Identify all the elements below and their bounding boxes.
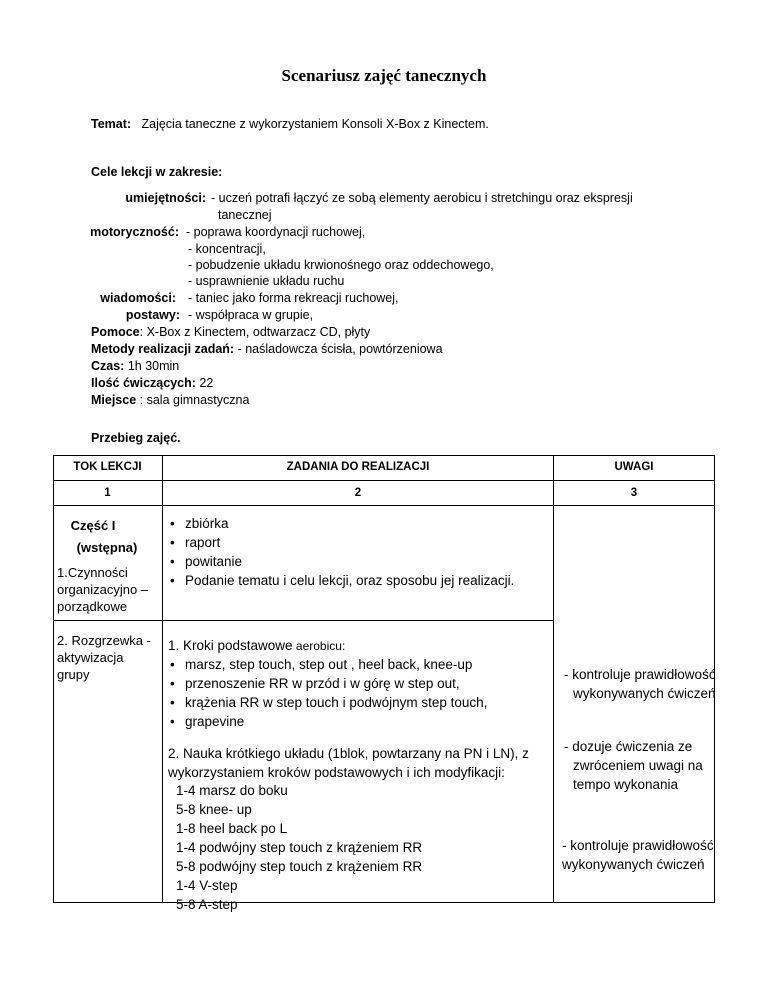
note-2-line-1: - dozuje ćwiczenia ze [564,739,693,754]
methods-label: Metody realizacji zadań: [91,342,235,356]
methods-value: - naśladowcza ścisła, powtórzeniowa [234,342,443,356]
motor-line-2: - koncentracji, [188,242,266,256]
list-item: 5-8 A-step [176,897,238,912]
col-number-1: 1 [104,487,111,499]
document-title: Scenariusz zajęć tanecznych [281,66,487,85]
routine-text [168,744,529,782]
motor-label: motoryczność: [90,225,179,239]
part1-title-line-1: Część I [70,518,116,533]
knowledge-label: wiadomości: [100,291,176,305]
list-item: • raport [167,533,514,552]
place-value: : sala gimnastyczna [136,393,250,407]
place-line [91,392,249,409]
list-item: • krążenia RR w step touch i podwójnym step touch, [167,693,487,712]
list-item: 5-8 knee- up [176,802,252,817]
aids-line [91,324,370,341]
steps-heading-suffix: aerobicu: [292,639,346,653]
motor-line-3: - pobudzenie układu krwionośnego oraz oddechowego, [188,258,494,272]
skills-line-1: - uczeń potrafi łączyć ze sobą elementy aerobicu i stretchingu oraz ekspresji [211,191,633,205]
list-item: 1-4 podwójny step touch z krążeniem RR [176,840,423,855]
part2-sub-line-1: 2. Rozgrzewka - [57,633,151,648]
table-divider-1 [53,480,715,481]
skills-label: umiejętności: [125,191,206,205]
list-item: 1-8 heel back po L [176,821,288,836]
note-2-line-2: zwróceniem uwagi na [573,758,703,773]
attitudes-value: - współpraca w grupie, [188,308,314,322]
list-item: • zbiórka [167,514,514,533]
note-3-line-2: wykonywanych ćwiczeń [562,857,705,872]
counts-list [176,781,422,914]
header-tok-lekcji: TOK LEKCJI [73,461,142,473]
motor-line-4: - usprawnienie układu ruchu [188,274,345,288]
table-col-divider-1 [162,455,163,903]
course-heading: Przebieg zajęć. [91,431,181,445]
part1-task-list [167,514,514,590]
steps-heading: 1. Kroki podstawowe [168,638,293,653]
table-divider-2 [53,505,715,506]
table-border-left [53,455,54,903]
routine-line-2: wykorzystaniem kroków podstawowych i ich modyfikacji: [168,765,505,780]
time-value: 1h 30min [124,359,180,373]
header-zadania: ZADANIA DO REALIZACJI [286,461,430,473]
header-uwagi: UWAGI [614,461,654,473]
col-number-2: 2 [354,487,362,499]
steps-heading-line [168,636,345,656]
table-col-divider-2 [553,455,554,903]
place-label: Miejsce [91,393,137,407]
note-1 [564,665,716,703]
steps-list [167,655,487,731]
col-number-3: 3 [630,487,638,499]
time-label: Czas: [91,359,125,373]
note-2 [564,737,703,794]
list-item: 1-4 V-step [176,878,238,893]
topic-label: Temat: [91,117,132,131]
methods-line [91,341,443,358]
part1-sub-line-1: 1.Czynności [57,565,128,580]
skills-line-2: tanecznej [218,208,272,222]
list-item: • przenoszenie RR w przód i w górę w step out, [167,674,487,693]
list-item: 1-4 marsz do boku [176,783,288,798]
table-border-top [53,455,715,456]
time-line [91,358,179,375]
motor-line-1: - poprawa koordynacji ruchowej, [186,225,366,239]
part1-title [57,515,157,559]
goals-heading: Cele lekcji w zakresie: [91,165,223,179]
part2-sub-line-2: aktywizacja [57,650,124,665]
part2-sub [57,632,151,683]
count-label: Ilość ćwiczących: [91,376,196,390]
note-3-line-1: - kontroluje prawidłowość [562,838,714,853]
topic-line [91,116,489,133]
part1-title-line-2: (wstępna) [76,540,138,555]
list-item: • marsz, step touch, step out , heel back, knee-up [167,655,487,674]
part2-sub-line-3: grupy [57,667,90,682]
topic-value: Zajęcia taneczne z wykorzystaniem Konsoli X-Box z Kinectem. [141,117,489,131]
count-line [91,375,213,392]
part1-sub-line-3: porządkowe [57,599,128,614]
count-value: 22 [195,376,214,390]
part1-sub-line-2: organizacyjno – [57,582,149,597]
aids-value: : X-Box z Kinectem, odtwarzacz CD, płyty [139,325,371,339]
list-item: • grapevine [167,712,487,731]
part1-sub [57,564,148,615]
note-1-line-2: wykonywanych ćwiczeń [573,686,716,701]
list-item: • powitanie [167,552,514,571]
attitudes-label: postawy: [125,308,180,322]
note-1-line-1: - kontroluje prawidłowość [564,667,716,682]
knowledge-value: - taniec jako forma rekreacji ruchowej, [188,291,399,305]
note-3 [562,836,714,874]
list-item: 5-8 podwójny step touch z krążeniem RR [176,859,423,874]
aids-label: Pomoce [91,325,140,339]
list-item: • Podanie tematu i celu lekcji, oraz sposobu jej realizacji. [167,571,514,590]
note-2-line-3: tempo wykonania [573,777,679,792]
table-divider-3b [163,620,553,621]
routine-line-1: 2. Nauka krótkiego układu (1blok, powtarzany na PN i LN), z [168,746,529,761]
table-divider-3a [53,620,162,621]
